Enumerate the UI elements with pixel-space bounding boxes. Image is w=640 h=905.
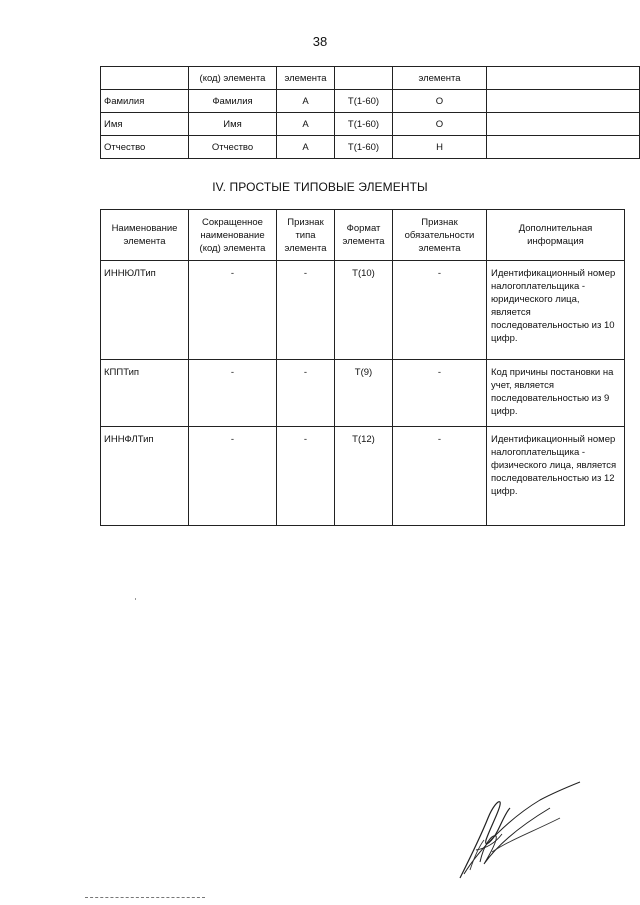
header-cell: Формат элемента [335,210,393,261]
table-row [101,427,625,526]
table-row [101,136,640,159]
format-cell: Т(1-60) [335,90,393,113]
header-cell: (код) элемента [189,67,277,90]
header-cell [335,67,393,90]
short-name-cell: Фамилия [189,90,277,113]
header-cell: элемента [393,67,487,90]
short-name-cell: Имя [189,113,277,136]
element-name-cell: КППТип [101,360,189,427]
required-cell: О [393,113,487,136]
format-cell: Т(1-60) [335,136,393,159]
type-cell: А [277,113,335,136]
element-name-cell: ИННЮЛТип [101,261,189,360]
format-cell: Т(10) [335,261,393,360]
simple-types-table [100,209,625,526]
info-cell: Код причины постановки на учет, является последовательностью из 9 цифр. [487,360,625,427]
required-cell: Н [393,136,487,159]
format-cell: Т(9) [335,360,393,427]
type-cell: - [277,360,335,427]
info-cell: Идентификационный номер налогоплательщика - юридического лица, является последовательностью из 10 цифр. [487,261,625,360]
element-name-cell: Отчество [101,136,189,159]
type-cell: А [277,90,335,113]
page-number: 38 [312,34,328,49]
info-cell: Идентификационный номер налогоплательщика - физического лица, является последовательностью из 12 цифр. [487,427,625,526]
table-header-row [101,210,625,261]
table-row [101,360,625,427]
table-header-row [101,67,640,90]
table-row [101,90,640,113]
info-cell [487,90,640,113]
format-cell: Т(1-60) [335,113,393,136]
header-cell [487,67,640,90]
required-cell: - [393,427,487,526]
required-cell: - [393,261,487,360]
info-cell [487,113,640,136]
scan-speck [135,598,136,600]
short-name-cell: - [189,427,277,526]
short-name-cell: Отчество [189,136,277,159]
footer-line [85,897,205,900]
format-cell: Т(12) [335,427,393,526]
required-cell: - [393,360,487,427]
type-cell: - [277,427,335,526]
section-title: IV. ПРОСТЫЕ ТИПОВЫЕ ЭЛЕМЕНТЫ [212,180,428,194]
header-cell: Наименование элемента [101,210,189,261]
element-name-cell: Фамилия [101,90,189,113]
header-cell [101,67,189,90]
header-cell: Сокращенное наименование (код) элемента [189,210,277,261]
header-cell: Признак обязательности элемента [393,210,487,261]
table-row [101,113,640,136]
type-cell: - [277,261,335,360]
info-cell [487,136,640,159]
element-name-cell: Имя [101,113,189,136]
header-cell: элемента [277,67,335,90]
element-name-cell: ИННФЛТип [101,427,189,526]
short-name-cell: - [189,360,277,427]
required-cell: О [393,90,487,113]
short-name-cell: - [189,261,277,360]
header-cell: Признак типа элемента [277,210,335,261]
type-cell: А [277,136,335,159]
signature-icon [440,778,590,888]
table-row [101,261,625,360]
header-cell: Дополнительная информация [487,210,625,261]
attributes-table-continuation [100,66,640,159]
